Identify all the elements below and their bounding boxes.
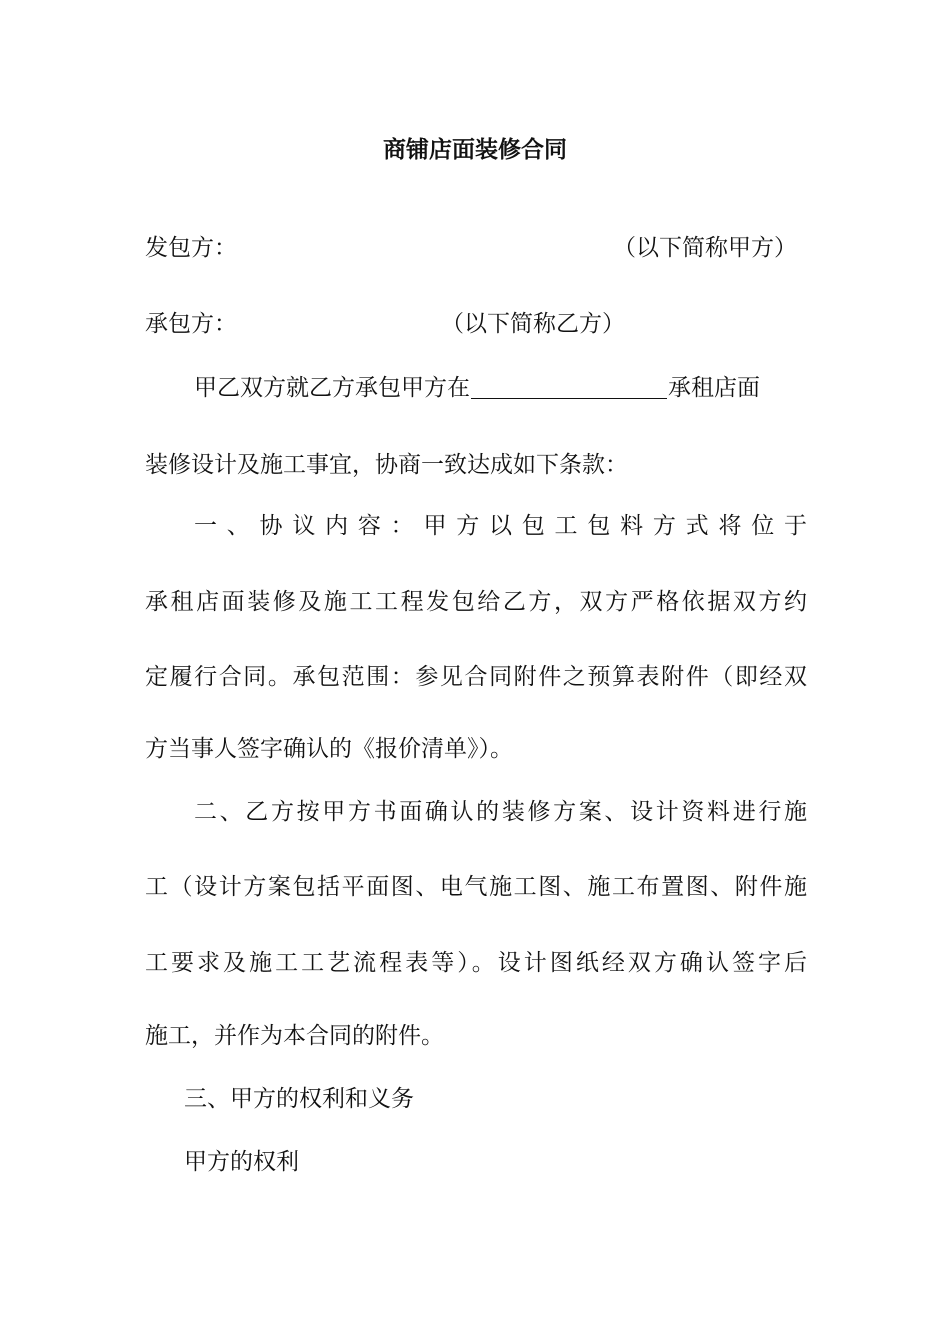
intro-text-after-blank: 承租店面 [668,375,760,401]
clause-2-line-4: 施工，并作为本合同的附件。 [145,1023,444,1049]
location-blank-field [471,372,667,399]
clause-2-line-3: 工要求及施工工艺流程表等）。设计图纸经双方确认签字后 [145,950,807,976]
clause-2-line-2: 工（设计方案包括平面图、电气施工图、施工布置图、附件施 [145,874,807,900]
party-a-note: （以下简称甲方） [613,235,797,261]
intro-text-before-blank: 甲乙双方就乙方承包甲方在 [194,375,470,401]
party-b-label: 承包方： [145,311,237,337]
party-a-label: 发包方： [145,235,237,261]
party-b-line [145,307,807,341]
document-title: 商铺店面装修合同 [383,136,567,163]
intro-line-1 [194,371,807,405]
clause-1-line-1: 一、协议内容：甲方以包工包料方式将位于 [194,513,807,539]
party-a-line [145,231,807,265]
clause-2-line-1: 二、乙方按甲方书面确认的装修方案、设计资料进行施 [194,799,807,825]
clause-1-line-3: 定履行合同。承包范围：参见合同附件之预算表附件（即经双 [145,664,807,690]
party-b-note: （以下简称乙方） [441,311,625,337]
clause-3-sub-heading: 甲方的权利 [184,1149,299,1175]
clause-3-heading: 三、甲方的权利和义务 [184,1086,414,1112]
clause-1-line-2: 承租店面装修及施工工程发包给乙方，双方严格依据双方约 [145,589,807,615]
intro-line-2: 装修设计及施工事宜，协商一致达成如下条款： [145,452,628,478]
clause-1-line-4: 方当事人签字确认的《报价清单》）。 [145,736,513,762]
